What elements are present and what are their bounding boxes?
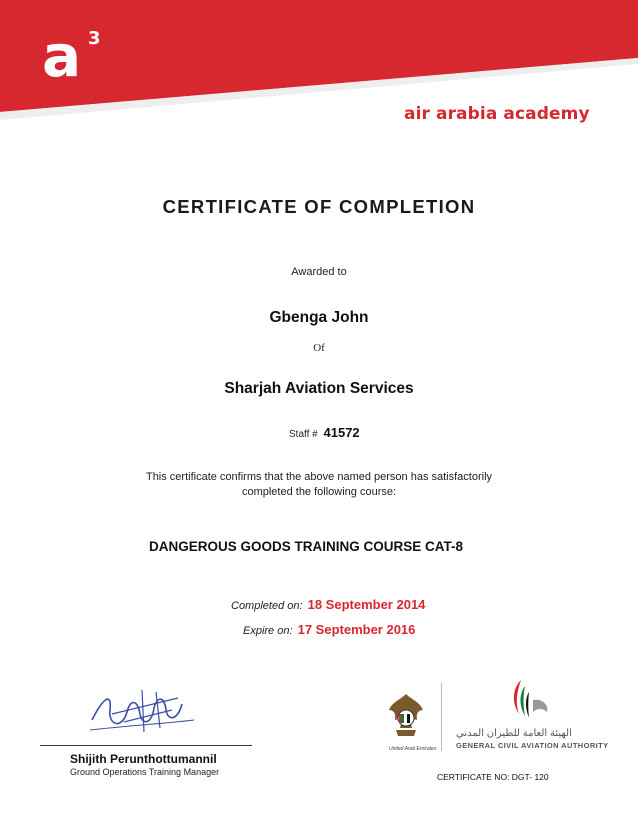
confirmation-text (0, 470, 638, 500)
emblem-caption: United Arab Emirates (389, 746, 437, 752)
completed-row (231, 597, 425, 612)
certificate-number: CERTIFICATE NO: DGT- 120 (437, 772, 549, 782)
signature-line (40, 745, 252, 746)
gcaa-english-name: GENERAL CIVIL AVIATION AUTHORITY (456, 741, 609, 750)
gcaa-bird-icon (497, 678, 557, 728)
signatory-title: Ground Operations Training Manager (70, 767, 220, 777)
awarded-to-label: Awarded to (291, 266, 347, 278)
staff-row (289, 425, 360, 440)
recipient-name: Gbenga John (269, 309, 369, 326)
expire-date: 17 September 2016 (297, 622, 416, 637)
completed-date: 18 September 2014 (307, 597, 426, 612)
course-name: DANGEROUS GOODS TRAINING COURSE CAT-8 (149, 539, 464, 554)
logo-letter: a (42, 22, 82, 90)
staff-number: 41572 (323, 425, 360, 440)
brand-name: air arabia academy (404, 104, 590, 124)
signature-image (82, 680, 202, 740)
of-label: Of (313, 342, 325, 354)
confirmation-line-1: This certificate confirms that the above named person has satisfactorily (145, 471, 493, 483)
confirmation-line-2: completed the following course: (241, 486, 397, 498)
staff-label: Staff # (289, 429, 318, 440)
logo-divider (441, 683, 442, 751)
expire-label: Expire on: (243, 625, 293, 637)
company-name: Sharjah Aviation Services (224, 380, 414, 397)
logo-superscript: 3 (88, 28, 101, 49)
gcaa-arabic-name: الهيئة العامة للطيران المدني (456, 728, 572, 739)
uae-emblem-icon (386, 692, 426, 746)
completed-label: Completed on: (231, 600, 303, 612)
certificate-title: CERTIFICATE OF COMPLETION (162, 196, 476, 217)
expire-row (243, 622, 415, 637)
signatory-name: Shijith Perunthottumannil (70, 752, 217, 766)
